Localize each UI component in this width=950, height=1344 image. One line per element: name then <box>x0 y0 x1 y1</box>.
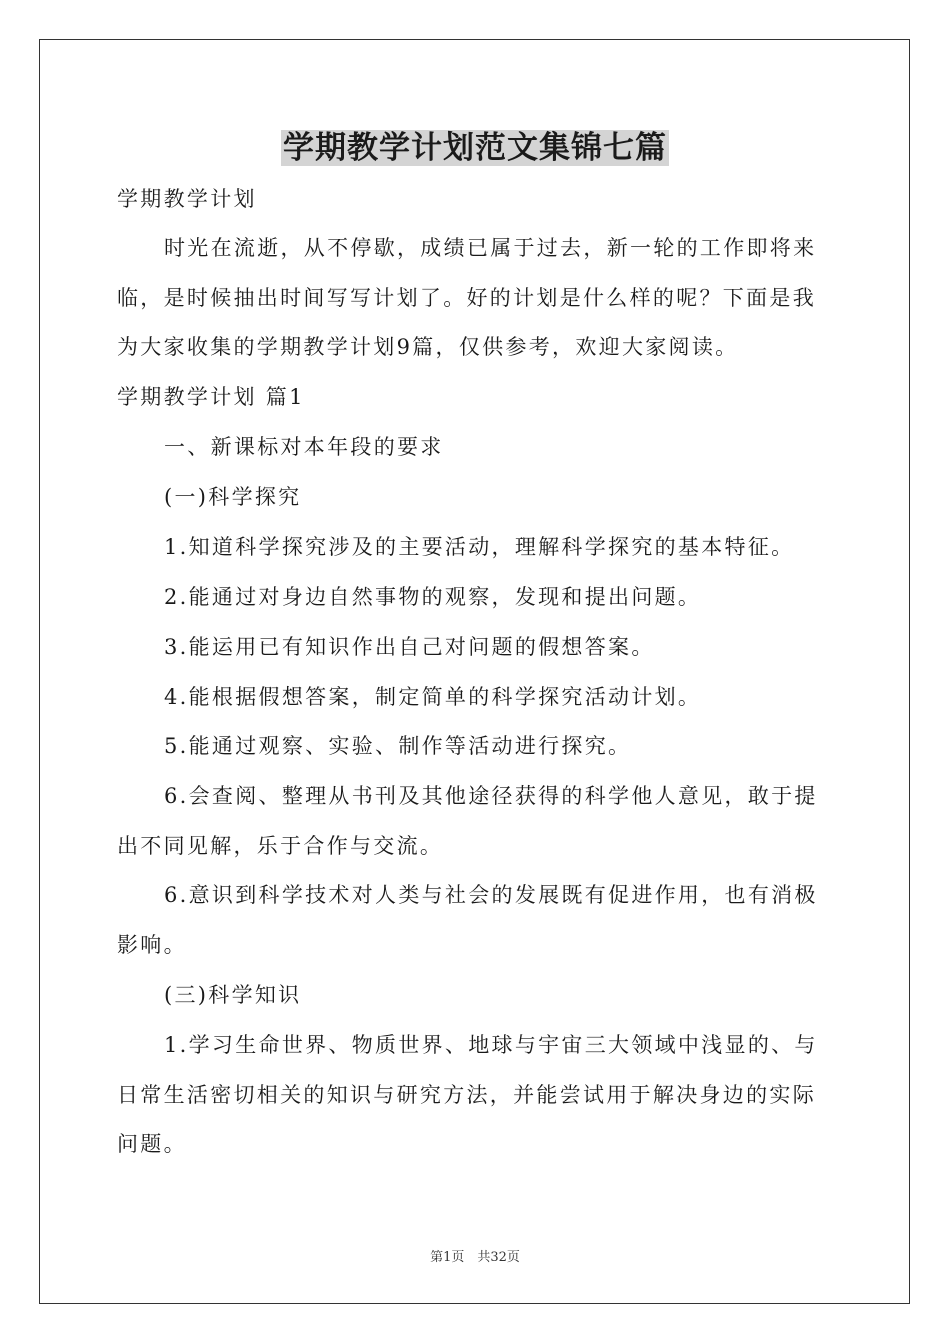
section-heading: 学期教学计划 <box>117 187 257 211</box>
page-footer: 第1页 共32页 <box>430 1250 520 1265</box>
document-title <box>0 126 950 170</box>
intro-paragraph: 时光在流逝，从不停歇，成绩已属于过去，新一轮的工作即将来临，是时候抽出时间写写计划了。好的计划是什么样的呢？下面是我为大家收集的学期教学计划9篇，仅供参考，欢迎大家阅读。 <box>117 236 817 359</box>
list-item: 5.能通过观察、实验、制作等活动进行探究。 <box>164 734 632 758</box>
list-item: 6.意识到科学技术对人类与社会的发展既有促进作用，也有消极影响。 <box>117 883 818 957</box>
list-item: 3.能运用已有知识作出自己对问题的假想答案。 <box>164 635 655 659</box>
list-item: 6.会查阅、整理从书刊及其他途径获得的科学他人意见，敢于提出不同见解，乐于合作与交流。 <box>117 784 818 858</box>
list-item: 1.学习生命世界、物质世界、地球与宇宙三大领域中浅显的、与日常生活密切相关的知识与研究方法，并能尝试用于解决身边的实际问题。 <box>117 1033 818 1156</box>
list-item: 1.知道科学探究涉及的主要活动，理解科学探究的基本特征。 <box>164 535 795 559</box>
document-title-text: 学期教学计划范文集锦七篇 <box>283 130 667 166</box>
subsection-heading: (三)科学知识 <box>164 983 302 1007</box>
article-heading: 学期教学计划 篇1 <box>117 385 305 409</box>
list-item: 4.能根据假想答案，制定简单的科学探究活动计划。 <box>164 685 702 709</box>
subsection-heading: (一)科学探究 <box>164 485 302 509</box>
subsection-heading: 一、新课标对本年段的要求 <box>164 435 444 459</box>
list-item: 2.能通过对身边自然事物的观察，发现和提出问题。 <box>164 585 702 609</box>
